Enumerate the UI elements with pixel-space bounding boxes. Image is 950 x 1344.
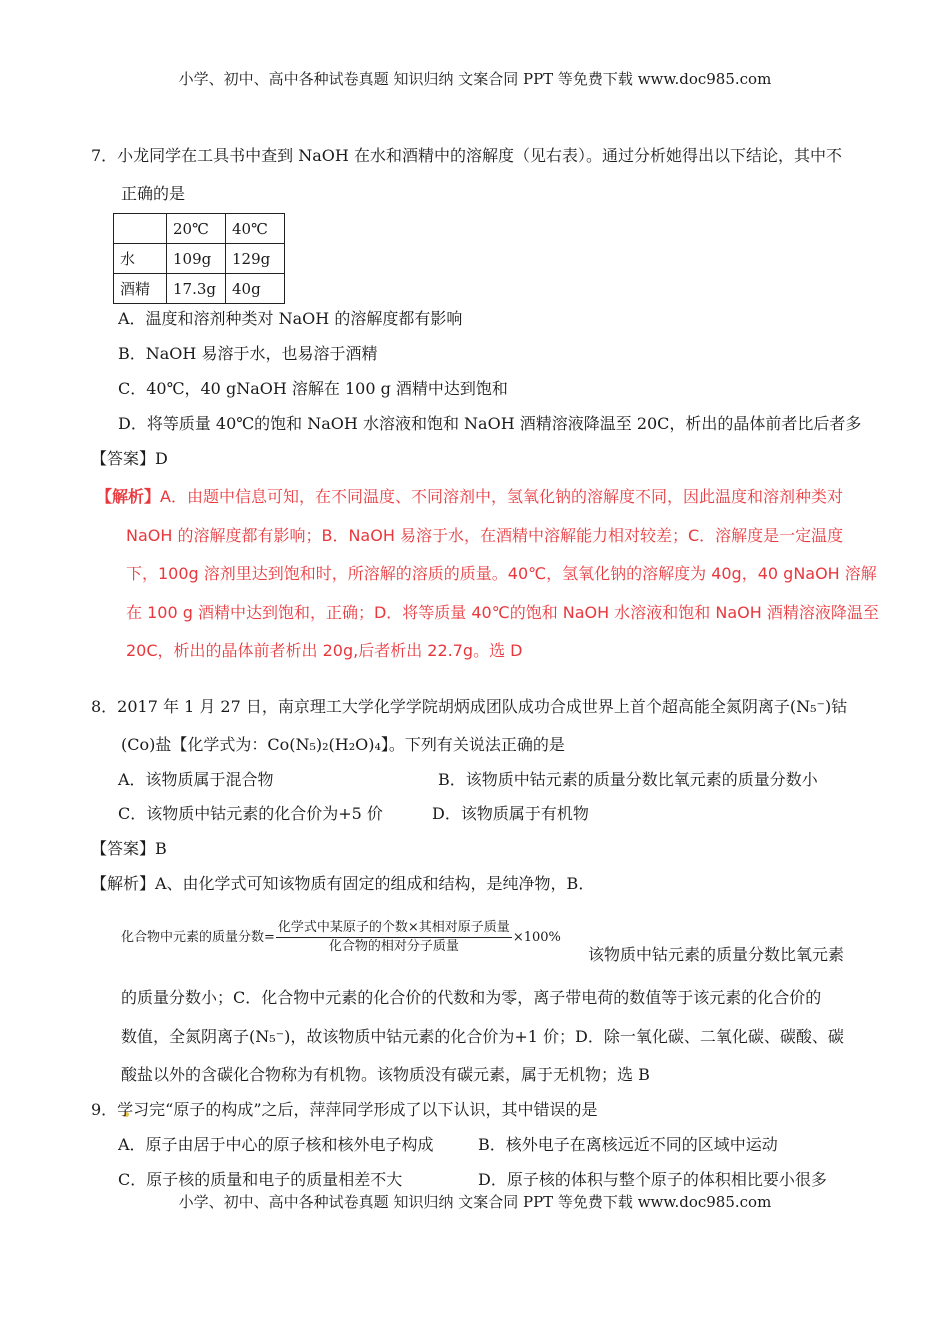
q8-option-d: D．该物质属于有机物 xyxy=(432,804,589,823)
q9-option-b: B．核外电子在离核远近不同的区域中运动 xyxy=(478,1135,778,1154)
q8-analysis-line4: 酸盐以外的含碳化合物称为有机物。该物质没有碳元素，属于无机物；选 B xyxy=(121,1065,650,1084)
q7-option-c: C．40℃，40 gNaOH 溶解在 100 g 酒精中达到饱和 xyxy=(118,379,508,398)
table-cell: 40g xyxy=(226,274,285,304)
q8-option-a: A．该物质属于混合物 xyxy=(118,770,274,789)
q8-analysis-line2: 的质量分数小；C．化合物中元素的化合价的代数和为零，离子带电荷的数值等于该元素的化合价的 xyxy=(121,988,822,1007)
table-row xyxy=(114,274,285,304)
q7-analysis-line4: 在 100 g 酒精中达到饱和，正确；D．将等质量 40℃的饱和 NaOH 水溶液和饱和 NaOH 酒精溶液降温至 xyxy=(126,603,879,622)
formula-denominator: 化合物的相对分子质量 xyxy=(328,939,459,954)
formula-fraction xyxy=(276,920,512,955)
q8-analysis-line3: 数值，全氮阴离子(N₅⁻)，故该物质中钴元素的化合价为+1 价；D．除一氧化碳、二氧化碳、碳酸、碳 xyxy=(121,1027,844,1046)
page-footer: 小学、初中、高中各种试卷真题 知识归纳 文案合同 PPT 等免费下载 www.doc985.com xyxy=(178,1193,772,1211)
q8-answer: 【答案】B xyxy=(91,839,167,858)
table-cell xyxy=(114,214,167,244)
table-cell: 酒精 xyxy=(114,274,167,304)
q8-stem-line2: (Co)盐【化学式为：Co(N₅)₂(H₂O)₄】。下列有关说法正确的是 xyxy=(121,735,565,754)
mass-fraction-formula xyxy=(121,920,561,955)
table-cell: 40℃ xyxy=(226,214,285,244)
q9-option-c: C．原子核的质量和电子的质量相差不大 xyxy=(118,1170,403,1189)
table-cell: 水 xyxy=(114,244,167,274)
q9-option-d: D．原子核的体积与整个原子的体积相比要小很多 xyxy=(478,1170,827,1189)
q8-option-b: B．该物质中钴元素的质量分数比氧元素的质量分数小 xyxy=(438,770,818,789)
formula-numerator: 化学式中某原子的个数×其相对原子质量 xyxy=(276,920,512,938)
q8-analysis-after-formula: 该物质中钴元素的质量分数比氧元素 xyxy=(588,945,845,964)
q7-option-d: D．将等质量 40℃的饱和 NaOH 水溶液和饱和 NaOH 酒精溶液降温至 20C，析出的晶体前者比后者多 xyxy=(118,414,862,433)
solubility-table xyxy=(113,213,285,304)
analysis-text: A．由题中信息可知，在不同温度、不同溶剂中，氢氧化钠的溶解度不同，因此温度和溶剂种类对 xyxy=(160,487,843,506)
q9-option-a: A．原子由居于中心的原子核和核外电子构成 xyxy=(118,1135,434,1154)
q7-option-a: A．温度和溶剂种类对 NaOH 的溶解度都有影响 xyxy=(118,309,463,328)
q9-stem: 9．学习完“原子的构成”之后，萍萍同学形成了以下认识，其中错误的是 xyxy=(91,1100,598,1119)
table-cell: 20℃ xyxy=(167,214,226,244)
q7-stem-line1: 7．小龙同学在工具书中查到 NaOH 在水和酒精中的溶解度（见右表）。通过分析她得出以下结论，其中不 xyxy=(91,146,842,165)
table-cell: 109g xyxy=(167,244,226,274)
q7-analysis-line5: 20C，析出的晶体前者析出 20g,后者析出 22.7g。选 D xyxy=(126,641,523,660)
analysis-label: 【解析】 xyxy=(96,487,161,506)
q7-analysis-line1 xyxy=(96,487,843,507)
table-row xyxy=(114,244,285,274)
q7-analysis-line3: 下，100g 溶剂里达到饱和时，所溶解的溶质的质量。40℃，氢氧化钠的溶解度为 40g，40 gNaOH 溶解 xyxy=(126,564,877,583)
q7-answer: 【答案】D xyxy=(91,449,168,468)
q8-stem-line1: 8．2017 年 1 月 27 日，南京理工大学化学学院胡炳成团队成功合成世界上首个超高能全氮阴离子(N₅⁻)钴 xyxy=(91,697,848,716)
formula-rhs: ×100% xyxy=(512,929,561,945)
q7-stem-line2: 正确的是 xyxy=(121,184,186,203)
q8-analysis-line1: 【解析】A、由化学式可知该物质有固定的组成和结构，是纯净物，B． xyxy=(91,874,595,893)
q8-option-c: C．该物质中钴元素的化合价为+5 价 xyxy=(118,804,383,823)
formula-lhs: 化合物中元素的质量分数= xyxy=(121,929,275,945)
q7-option-b: B．NaOH 易溶于水，也易溶于酒精 xyxy=(118,344,378,363)
table-cell: 129g xyxy=(226,244,285,274)
table-cell: 17.3g xyxy=(167,274,226,304)
page-header: 小学、初中、高中各种试卷真题 知识归纳 文案合同 PPT 等免费下载 www.doc985.com xyxy=(178,70,772,88)
table-header-row xyxy=(114,214,285,244)
q7-analysis-line2: NaOH 的溶解度都有影响；B．NaOH 易溶于水，在酒精中溶解能力相对较差；C．溶解度是一定温度 xyxy=(126,526,844,545)
